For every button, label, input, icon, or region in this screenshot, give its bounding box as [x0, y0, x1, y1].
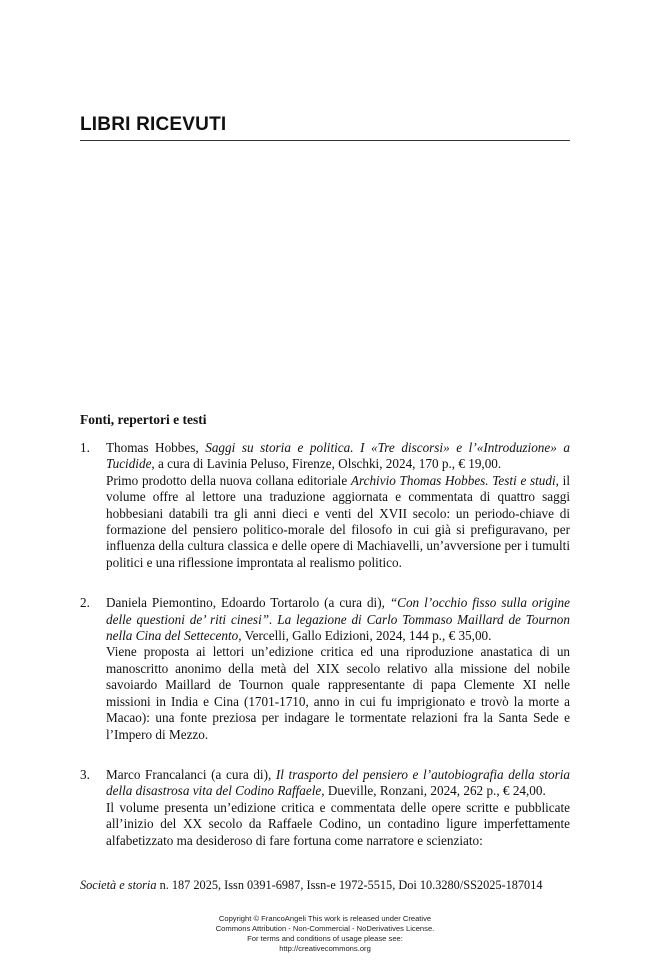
entry-number: 1.	[80, 440, 90, 455]
entry-description-text: Primo prodotto della nuova collana editoriale	[106, 472, 351, 488]
copyright-notice	[0, 914, 650, 954]
copyright-line: Commons Attribution - Non-Commercial - NoDerivatives License.	[215, 924, 435, 933]
entry-title: Il trasporto del pensiero e l’autobiografia della storia della disastrosa vita del Codino Raffaele	[106, 766, 570, 799]
entry-number: 3.	[80, 766, 90, 782]
entry-publication: , Dueville, Ronzani, 2024, 262 p., € 24,00.	[321, 783, 546, 799]
copyright-line: Copyright © FrancoAngeli This work is released under Creative	[218, 914, 432, 923]
entry-description	[106, 800, 570, 849]
entry-description-text: Viene proposta ai lettori un’edizione critica ed una riproduzione anastatica di un manoscritto anonimo della metà del XIX secolo relativo alla missione del nobile savoiardo Maillard de Tournon quale rappresentante di papa Clemente XI nelle missioni in India e Cina (1701-1710, anno in cui fu imprigionato e trovò la morte a Macao): una fonte preziosa per indagare le tormentate relazioni fra la Santa Sede e l’Impero di Mezzo.	[106, 644, 570, 742]
entry-authors: Daniela Piemontino, Edoardo Tortarolo (a cura di),	[106, 595, 390, 611]
journal-details: n. 187 2025, Issn 0391-6987, Issn-e 1972-5515, Doi 10.3280/SS2025-187014	[156, 878, 543, 892]
entry-title: Saggi su storia e politica. I «Tre discorsi» e l’«Introduzione» a Tucidide	[106, 440, 571, 472]
entry-publication: , Vercelli, Gallo Edizioni, 2024, 144 p., € 35,00.	[238, 628, 492, 644]
entry-reference	[106, 595, 570, 644]
entry-title: “Con l’occhio fisso sulla origine delle questioni de’ riti cinesi”. La legazione di Carlo Tommaso Maillard de Tournon nella Cina del Settecento	[106, 595, 571, 644]
entry-publication: , a cura di Lavinia Peluso, Firenze, Olschki, 2024, 170 p., € 19,00.	[151, 456, 502, 472]
entry-description	[106, 473, 570, 571]
list-item	[80, 767, 570, 849]
entry-number: 2.	[80, 595, 90, 611]
entries-list	[80, 440, 570, 873]
page-title: LIBRI RICEVUTI	[80, 114, 570, 141]
entry-description-italic: Archivio Thomas Hobbes. Testi e studi	[350, 472, 556, 488]
entry-reference	[106, 440, 570, 473]
entry-reference	[106, 767, 570, 800]
journal-citation	[80, 878, 580, 893]
list-item	[80, 440, 570, 571]
copyright-link[interactable]: http://creativecommons.org	[279, 944, 371, 953]
entry-description-text: Il volume presenta un’edizione critica e commentata delle opere scritte e pubblicate all’inizio del XX secolo da Raffaele Codino, un contadino ligure imperfettamente alfabetizzato ma desideroso di fare fortuna come narratore e scienziato:	[106, 799, 570, 848]
entry-description	[106, 644, 570, 742]
entry-authors: Marco Francalanci (a cura di),	[106, 766, 276, 782]
section-heading: Fonti, repertori e testi	[80, 412, 207, 427]
entry-description-tail: , il volume offre al lettore una traduzione aggiornata e commentata di quattro saggi hobbesiani databili tra gli anni dieci e venti del XVII secolo: un periodo-chiave di formazione del pensiero politico-morale del filosofo in cui già si prefiguravano, per influenza della cultura classica e delle opere di Machiavelli, un’avversione per i tumulti politici e una riflessione improntata al realismo politico.	[106, 472, 571, 570]
copyright-line: For terms and conditions of usage please see:	[247, 934, 403, 943]
entry-authors: Thomas Hobbes,	[106, 440, 206, 455]
journal-name: Società e storia	[80, 878, 157, 892]
list-item	[80, 595, 570, 743]
